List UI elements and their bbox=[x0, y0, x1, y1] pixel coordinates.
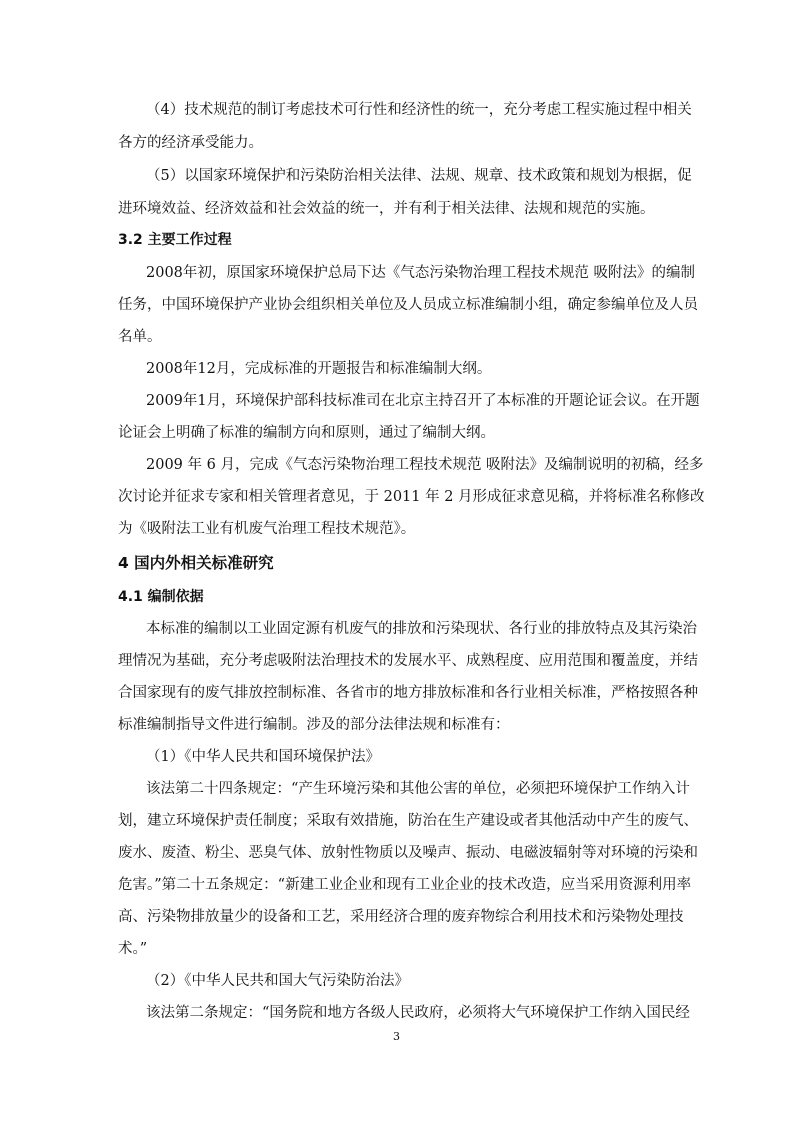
paragraph-line: 划，建立环境保护责任制度；采取有效措施，防治在生产建设或者其他活动中产生的废气、 bbox=[118, 813, 698, 829]
paragraph-line: 危害。”第二十五条规定：“新建工业企业和现有工业企业的技术改造，应当采用资源利用率 bbox=[118, 877, 692, 893]
section-heading-4: 4 国内外相关标准研究 bbox=[118, 554, 274, 572]
paragraph-line: 任务，中国环境保护产业协会组织相关单位及人员成立标准编制小组，确定参编单位及人员 bbox=[118, 297, 698, 313]
paragraph-line: 2009年1月，环境保护部科技标准司在北京主持召开了本标准的开题论证会议。在开题 bbox=[146, 393, 700, 409]
paragraph-line: （1）《中华人民共和国环境保护法》 bbox=[146, 749, 380, 765]
paragraph-line: 本标准的编制以工业固定源有机废气的排放和污染现状、各行业的排放特点及其污染治 bbox=[146, 621, 697, 637]
paragraph-line: 废水、废渣、粉尘、恶臭气体、放射性物质以及噪声、振动、电磁波辐射等对环境的污染和 bbox=[118, 845, 698, 861]
paragraph-line: 各方的经济承受能力。 bbox=[118, 135, 263, 151]
section-heading-4-1: 4.1 编制依据 bbox=[118, 589, 204, 605]
page-number: 3 bbox=[393, 1030, 400, 1043]
paragraph-line: 理情况为基础，充分考虑吸附法治理技术的发展水平、成熟程度、应用范围和覆盖度，并结 bbox=[118, 653, 698, 669]
paragraph-line: （2）《中华人民共和国大气污染防治法》 bbox=[146, 973, 409, 989]
paragraph-line: （5）以国家环境保护和污染防治相关法律、法规、规章、技术政策和规划为根据，促 bbox=[146, 168, 692, 184]
paragraph-line: 2008年初，原国家环境保护总局下达《气态污染物治理工程技术规范 吸附法》的编制 bbox=[146, 265, 696, 281]
paragraph-line: 次讨论并征求专家和相关管理者意见，于 2011 年 2 月形成征求意见稿，并将标准名称修改 bbox=[118, 489, 705, 505]
paragraph-line: （4）技术规范的制订考虑技术可行性和经济性的统一，充分考虑工程实施过程中相关 bbox=[146, 102, 692, 118]
paragraph-line: 2009 年 6 月，完成《气态污染物治理工程技术规范 吸附法》及编制说明的初稿，经多 bbox=[146, 457, 704, 473]
paragraph-line: 该法第二条规定：“国务院和地方各级人民政府，必须将大气环境保护工作纳入国民经 bbox=[146, 1005, 690, 1021]
paragraph-line: 名单。 bbox=[118, 329, 162, 345]
section-heading-3-2: 3.2 主要工作过程 bbox=[118, 232, 232, 248]
paragraph-line: 论证会上明确了标准的编制方向和原则，通过了编制大纲。 bbox=[118, 425, 495, 441]
paragraph-line: 进环境效益、经济效益和社会效益的统一，并有利于相关法律、法规和规范的实施。 bbox=[118, 201, 655, 217]
paragraph-line: 合国家现有的废气排放控制标准、各省市的地方排放标准和各行业相关标准，严格按照各种 bbox=[118, 685, 698, 701]
paragraph-line: 标准编制指导文件进行编制。涉及的部分法律法规和标准有： bbox=[118, 717, 510, 733]
paragraph-line: 高、污染物排放量少的设备和工艺，采用经济合理的废弃物综合利用技术和污染物处理技 bbox=[118, 909, 684, 925]
paragraph-line: 该法第二十四条规定：“产生环境污染和其他公害的单位，必须把环境保护工作纳入计 bbox=[146, 781, 690, 797]
paragraph-line: 术。” bbox=[118, 941, 148, 957]
paragraph-line: 为《吸附法工业有机废气治理工程技术规范》。 bbox=[118, 521, 416, 537]
paragraph-line: 2008年12月，完成标准的开题报告和标准编制大纲。 bbox=[146, 361, 492, 377]
